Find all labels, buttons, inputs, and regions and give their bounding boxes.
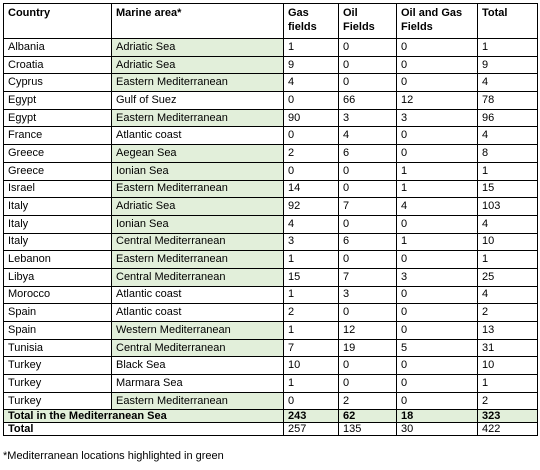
cell-country: Libya: [4, 268, 112, 286]
offshore-fields-table: [3, 3, 538, 436]
cell-marine-area: Central Mediterranean: [112, 339, 284, 357]
table-row: [4, 375, 538, 393]
cell-oil-fields: 6: [339, 145, 397, 163]
table-row: [4, 39, 538, 57]
cell-marine-area: Gulf of Suez: [112, 92, 284, 110]
cell-oil-fields: 7: [339, 268, 397, 286]
cell-oil-gas-fields: 1: [397, 180, 478, 198]
cell-oil-gas-fields: 12: [397, 92, 478, 110]
cell-oil-gas-fields: 3: [397, 268, 478, 286]
cell-country: Israel: [4, 180, 112, 198]
cell-total: 13: [478, 322, 538, 340]
table-row: [4, 322, 538, 340]
footnote: *Mediterranean locations highlighted in green: [3, 450, 224, 462]
cell-total: 31: [478, 339, 538, 357]
cell-oil-gas-fields: 5: [397, 339, 478, 357]
med-total-total: 323: [478, 410, 538, 423]
cell-country: Croatia: [4, 56, 112, 74]
cell-oil-gas-fields: 0: [397, 56, 478, 74]
table-row: [4, 286, 538, 304]
cell-gas-fields: 1: [284, 286, 339, 304]
cell-marine-area: Western Mediterranean: [112, 322, 284, 340]
cell-gas-fields: 3: [284, 233, 339, 251]
cell-marine-area: Eastern Mediterranean: [112, 251, 284, 269]
cell-country: France: [4, 127, 112, 145]
header-country: Country: [4, 4, 112, 39]
cell-marine-area: Eastern Mediterranean: [112, 74, 284, 92]
cell-marine-area: Ionian Sea: [112, 162, 284, 180]
cell-country: Morocco: [4, 286, 112, 304]
cell-gas-fields: 14: [284, 180, 339, 198]
fields-table-container: [3, 3, 538, 436]
cell-total: 10: [478, 357, 538, 375]
cell-oil-gas-fields: 4: [397, 198, 478, 216]
cell-oil-fields: 7: [339, 198, 397, 216]
cell-country: Tunisia: [4, 339, 112, 357]
cell-gas-fields: 9: [284, 56, 339, 74]
cell-marine-area: Central Mediterranean: [112, 233, 284, 251]
cell-country: Greece: [4, 145, 112, 163]
cell-oil-fields: 6: [339, 233, 397, 251]
cell-gas-fields: 7: [284, 339, 339, 357]
table-row: [4, 74, 538, 92]
cell-oil-gas-fields: 0: [397, 39, 478, 57]
cell-gas-fields: 0: [284, 127, 339, 145]
cell-gas-fields: 4: [284, 74, 339, 92]
cell-country: Lebanon: [4, 251, 112, 269]
cell-gas-fields: 0: [284, 92, 339, 110]
table-row: [4, 162, 538, 180]
cell-oil-gas-fields: 0: [397, 375, 478, 393]
cell-gas-fields: 15: [284, 268, 339, 286]
cell-oil-fields: 0: [339, 215, 397, 233]
cell-marine-area: Ionian Sea: [112, 215, 284, 233]
grand-total-gas: 257: [284, 423, 339, 436]
cell-country: Greece: [4, 162, 112, 180]
cell-oil-fields: 0: [339, 304, 397, 322]
cell-total: 1: [478, 39, 538, 57]
cell-gas-fields: 2: [284, 145, 339, 163]
grand-total-row: [4, 423, 538, 436]
cell-country: Albania: [4, 39, 112, 57]
cell-total: 1: [478, 162, 538, 180]
cell-country: Turkey: [4, 375, 112, 393]
table-row: [4, 180, 538, 198]
grand-total-total: 422: [478, 423, 538, 436]
cell-gas-fields: 1: [284, 375, 339, 393]
cell-gas-fields: 92: [284, 198, 339, 216]
cell-oil-fields: 19: [339, 339, 397, 357]
cell-total: 103: [478, 198, 538, 216]
table-row: [4, 127, 538, 145]
cell-total: 9: [478, 56, 538, 74]
cell-total: 1: [478, 375, 538, 393]
table-row: [4, 198, 538, 216]
cell-oil-gas-fields: 0: [397, 145, 478, 163]
cell-marine-area: Eastern Mediterranean: [112, 109, 284, 127]
cell-total: 1: [478, 251, 538, 269]
cell-marine-area: Adriatic Sea: [112, 39, 284, 57]
cell-country: Turkey: [4, 392, 112, 410]
cell-oil-fields: 3: [339, 109, 397, 127]
cell-oil-fields: 0: [339, 357, 397, 375]
table-row: [4, 109, 538, 127]
cell-gas-fields: 0: [284, 392, 339, 410]
cell-country: Egypt: [4, 109, 112, 127]
cell-total: 4: [478, 127, 538, 145]
cell-country: Spain: [4, 304, 112, 322]
cell-total: 2: [478, 392, 538, 410]
grand-total-oil: 135: [339, 423, 397, 436]
cell-marine-area: Eastern Mediterranean: [112, 180, 284, 198]
cell-total: 10: [478, 233, 538, 251]
cell-gas-fields: 1: [284, 322, 339, 340]
med-total-gas: 243: [284, 410, 339, 423]
cell-total: 8: [478, 145, 538, 163]
table-row: [4, 145, 538, 163]
grand-total-both: 30: [397, 423, 478, 436]
header-total: Total: [478, 4, 538, 39]
cell-marine-area: Black Sea: [112, 357, 284, 375]
cell-marine-area: Aegean Sea: [112, 145, 284, 163]
cell-oil-fields: 0: [339, 162, 397, 180]
header-oil-gas-fields: Oil and Gas Fields: [397, 4, 478, 39]
cell-country: Spain: [4, 322, 112, 340]
cell-oil-fields: 0: [339, 180, 397, 198]
cell-oil-fields: 0: [339, 74, 397, 92]
med-total-row: [4, 410, 538, 423]
cell-country: Egypt: [4, 92, 112, 110]
table-row: [4, 215, 538, 233]
table-row: [4, 92, 538, 110]
cell-oil-gas-fields: 0: [397, 74, 478, 92]
cell-oil-fields: 2: [339, 392, 397, 410]
cell-oil-gas-fields: 0: [397, 304, 478, 322]
cell-oil-gas-fields: 0: [397, 392, 478, 410]
cell-oil-gas-fields: 0: [397, 215, 478, 233]
cell-country: Italy: [4, 233, 112, 251]
med-total-oil: 62: [339, 410, 397, 423]
cell-oil-fields: 0: [339, 39, 397, 57]
cell-marine-area: Adriatic Sea: [112, 198, 284, 216]
cell-gas-fields: 1: [284, 251, 339, 269]
table-row: [4, 357, 538, 375]
cell-gas-fields: 0: [284, 162, 339, 180]
header-row: [4, 4, 538, 39]
cell-oil-fields: 3: [339, 286, 397, 304]
cell-total: 15: [478, 180, 538, 198]
cell-oil-gas-fields: 0: [397, 357, 478, 375]
cell-marine-area: Atlantic coast: [112, 286, 284, 304]
cell-country: Cyprus: [4, 74, 112, 92]
cell-oil-fields: 0: [339, 56, 397, 74]
cell-total: 25: [478, 268, 538, 286]
cell-total: 2: [478, 304, 538, 322]
cell-oil-gas-fields: 3: [397, 109, 478, 127]
cell-gas-fields: 2: [284, 304, 339, 322]
cell-oil-gas-fields: 1: [397, 233, 478, 251]
cell-total: 96: [478, 109, 538, 127]
cell-total: 4: [478, 74, 538, 92]
cell-gas-fields: 1: [284, 39, 339, 57]
cell-oil-fields: 4: [339, 127, 397, 145]
cell-marine-area: Atlantic coast: [112, 304, 284, 322]
cell-country: Turkey: [4, 357, 112, 375]
cell-oil-fields: 0: [339, 375, 397, 393]
table-row: [4, 251, 538, 269]
header-marine-area: Marine area*: [112, 4, 284, 39]
cell-oil-gas-fields: 1: [397, 162, 478, 180]
cell-oil-gas-fields: 0: [397, 322, 478, 340]
cell-oil-fields: 66: [339, 92, 397, 110]
table-row: [4, 268, 538, 286]
table-row: [4, 339, 538, 357]
cell-oil-gas-fields: 0: [397, 127, 478, 145]
table-row: [4, 392, 538, 410]
cell-gas-fields: 90: [284, 109, 339, 127]
med-total-both: 18: [397, 410, 478, 423]
header-oil-fields: Oil Fields: [339, 4, 397, 39]
cell-oil-fields: 12: [339, 322, 397, 340]
cell-total: 78: [478, 92, 538, 110]
cell-gas-fields: 4: [284, 215, 339, 233]
table-row: [4, 56, 538, 74]
cell-marine-area: Adriatic Sea: [112, 56, 284, 74]
cell-country: Italy: [4, 215, 112, 233]
cell-country: Italy: [4, 198, 112, 216]
grand-total-label: Total: [4, 423, 284, 436]
med-total-label: Total in the Mediterranean Sea: [4, 410, 284, 423]
table-row: [4, 233, 538, 251]
cell-total: 4: [478, 215, 538, 233]
table-row: [4, 304, 538, 322]
cell-marine-area: Atlantic coast: [112, 127, 284, 145]
cell-marine-area: Central Mediterranean: [112, 268, 284, 286]
cell-oil-gas-fields: 0: [397, 251, 478, 269]
cell-oil-gas-fields: 0: [397, 286, 478, 304]
cell-gas-fields: 10: [284, 357, 339, 375]
table-body: [4, 39, 538, 410]
header-gas-fields: Gas fields: [284, 4, 339, 39]
cell-marine-area: Eastern Mediterranean: [112, 392, 284, 410]
cell-marine-area: Marmara Sea: [112, 375, 284, 393]
cell-total: 4: [478, 286, 538, 304]
cell-oil-fields: 0: [339, 251, 397, 269]
